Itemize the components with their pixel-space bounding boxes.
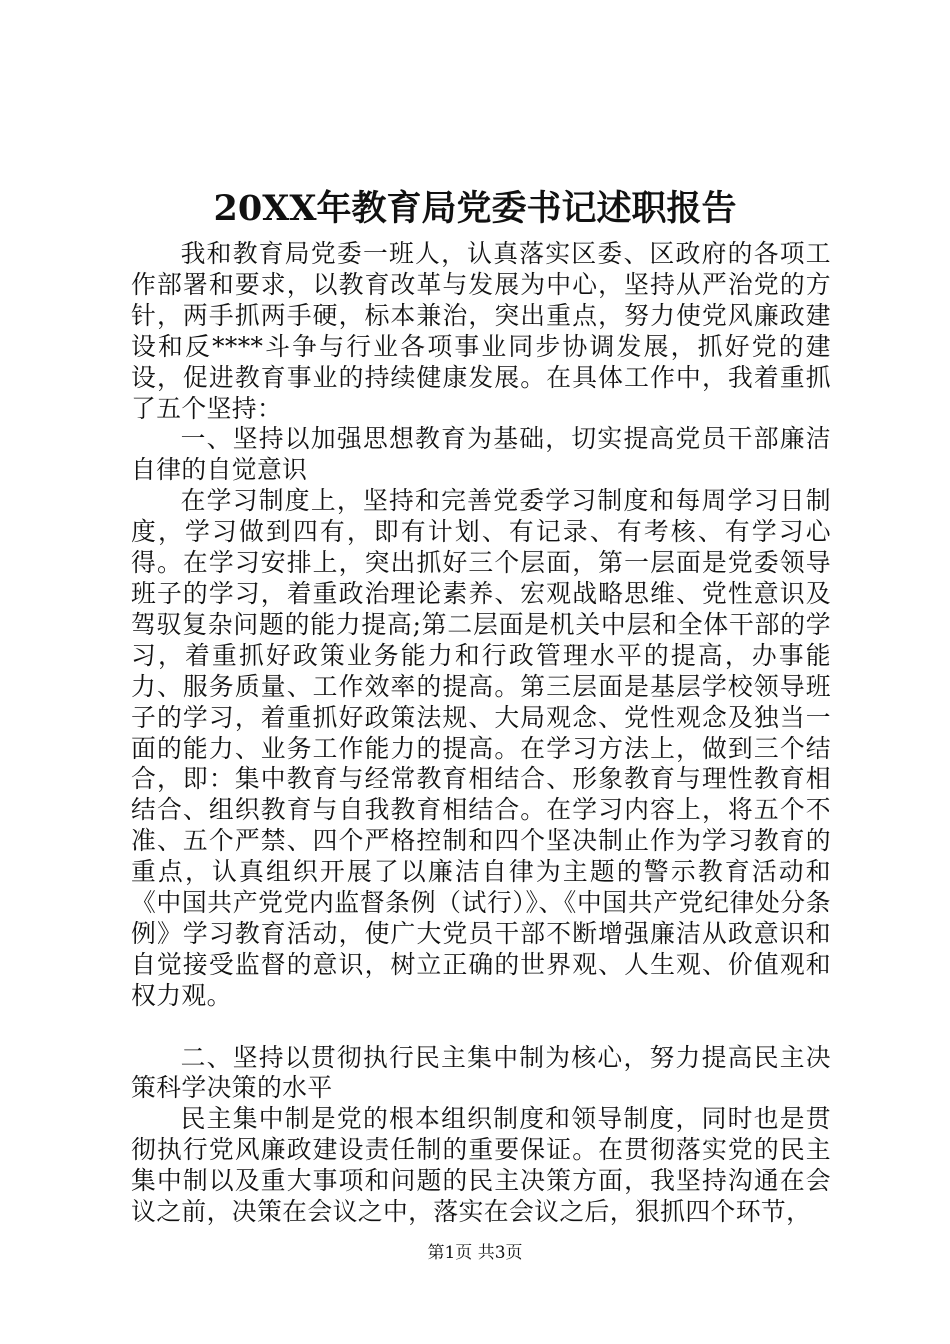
paragraph-study-system: 在学习制度上，坚持和完善党委学习制度和每周学习日制度，学习做到四有，即有计划、有记录、有考核、有学习心得。在学习安排上，突出抓好三个层面，第一层面是党委领导班子的学习，着重政治理论素养、宏观战略思维、党性意识及驾驭复杂问题的能力提高;第二层面是机关中层和全体干部的学习，着重抓好政策业务能力和行政管理水平的提高，办事能力、服务质量、工作效率的提高。第三层面是基层学校领导班子的学习，着重抓好政策法规、大局观念、党性观念及独当一面的能力、业务工作能力的提高。在学习方法上，做到三个结合，即：集中教育与经常教育相结合、形象教育与理性教育相结合、组织教育与自我教育相结合。在学习内容上，将五个不准、五个严禁、四个严格控制和四个坚决制止作为学习教育的重点，认真组织开展了以廉洁自律为主题的警示教育活动和《中国共产党党内监督条例（试行）》、《中国共产党纪律处分条例》学习教育活动，使广大党员干部不断增强廉洁从政意识和自觉接受监督的意识，树立正确的世界观、人生观、价值观和权力观。 (131, 486, 831, 1010)
paragraph-intro: 我和教育局党委一班人，认真落实区委、区政府的各项工作部署和要求，以教育改革与发展为中心，坚持从严治党的方针，两手抓两手硬，标本兼治，突出重点，努力使党风廉政建设和反****斗争与行业各项事业同步协调发展，抓好党的建设，促进教育事业的持续健康发展。在具体工作中，我着重抓了五个坚持： (131, 239, 831, 423)
section-heading-2: 二、坚持以贯彻执行民主集中制为核心，努力提高民主决策科学决策的水平 (131, 1042, 831, 1103)
page-footer: 第1页 共3页 (427, 1243, 523, 1263)
page-title: 20XX年教育局党委书记述职报告 (213, 188, 737, 229)
section-heading-1: 一、坚持以加强思想教育为基础，切实提高党员干部廉洁自律的自觉意识 (131, 424, 831, 485)
paragraph-democratic-centralism: 民主集中制是党的根本组织制度和领导制度，同时也是贯彻执行党风廉政建设责任制的重要保证。在贯彻落实党的民主集中制以及重大事项和问题的民主决策方面，我坚持沟通在会议之前，决策在会议之中，落实在会议之后，狠抓四个环节， (131, 1104, 831, 1227)
document-body (131, 239, 831, 1228)
